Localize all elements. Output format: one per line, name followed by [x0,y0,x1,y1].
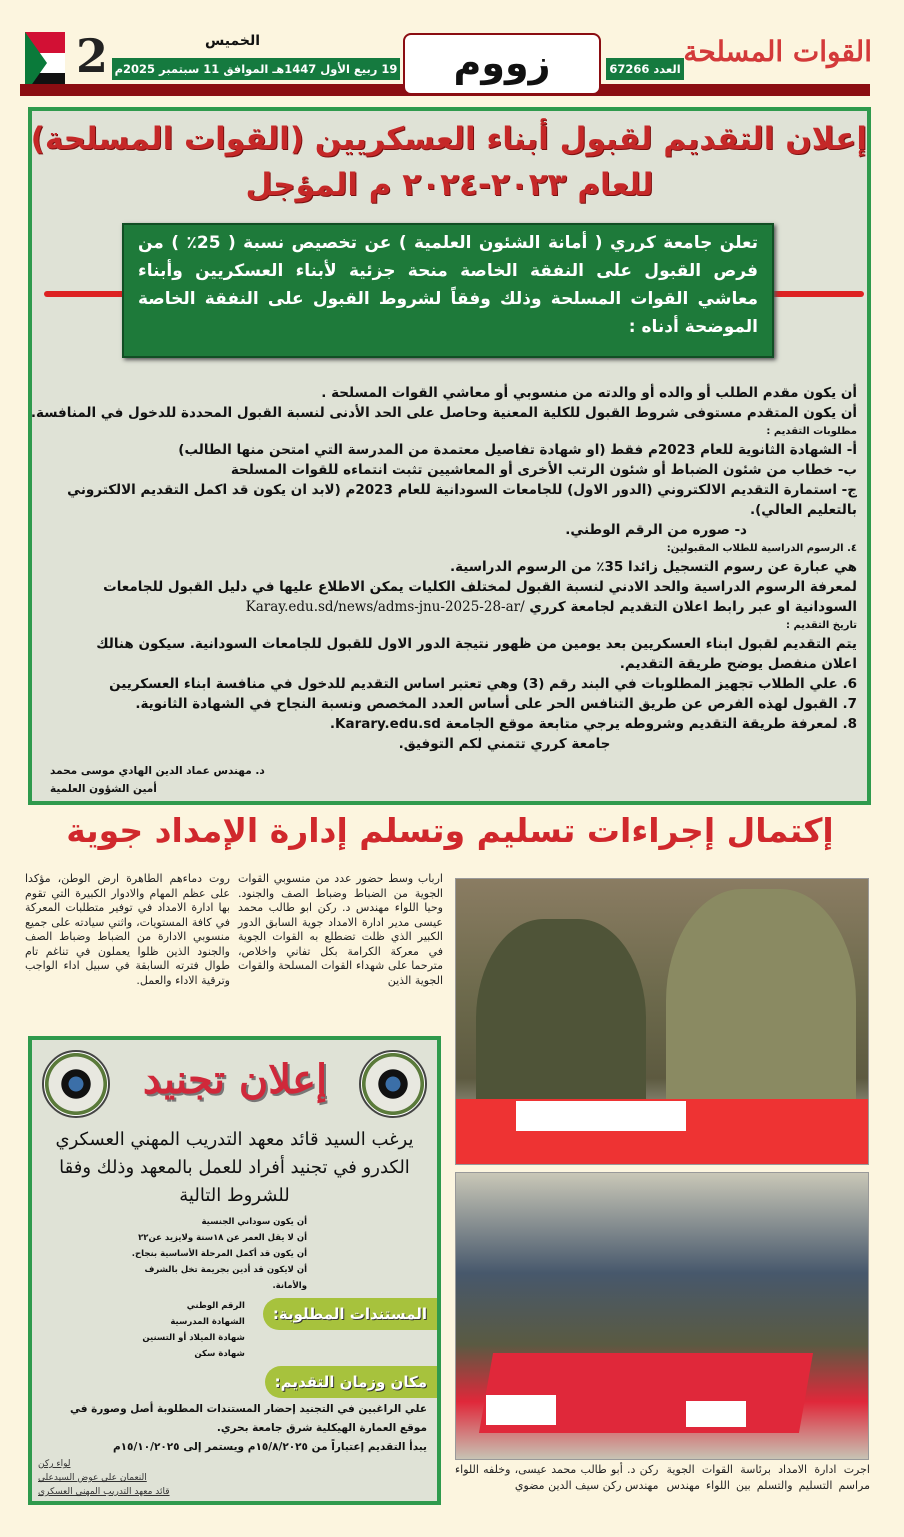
place-line: يبدأ التقديم إعتباراً من ١٥/٨/٢٠٢٥م ويستمر إلى ١٥/١٠/٢٠٢٥م [112,1441,427,1453]
announcement-body [30,383,857,754]
recruitment-ad [28,1036,441,1505]
condition: أن لايكون قد أدين بجريمة تخل بالشرف [144,1265,307,1275]
announcement-intro: تعلن جامعة كرري ( أمانة الشئون العلمية ) عن تخصيص نسبة ( 25٪ ) من فرص القبول على النفقة الخاصة منحة جزئية لأبناء العسكريين وأبناء معاشي القوات المسلحة وذلك وفقاً لشروط القبول على النفقة الخاصة الموضحة أدناه : [122,223,774,358]
issue-number: العدد 67266 [606,58,684,80]
docs-section [32,1298,437,1362]
page-number: 2 [76,29,109,83]
sign-line: النعمان علي عوض السيدعلي [38,1473,147,1483]
doc-item: الرقم الوطني [186,1301,245,1311]
article-headline: إكتمال إجراءات تسليم وتسلم إدارة الإمداد جوية [66,811,834,850]
recruitment-intro: يرغب السيد قائد معهد التدريب المهني العسكري الكدرو في تجنيد أفراد للعمل بالمعهد وذلك وفقا للشروط التالية [55,1129,414,1206]
requirement: بالتعليم العالي). [749,502,857,518]
fees-line: لمعرفة الرسوم الدراسية والحد الادني لنسبة القبول لمختلف الكليات يمكن الاطلاع عليها في دليل القبول للجامعات [103,579,857,595]
condition: أن يكون مقدم الطلب أو والده أو والدته من منسوبي أو معاشي القوات المسلحة . [321,385,857,401]
requirement: ب- خطاب من شئون الضباط أو شئون الرتب الأخرى أو المعاشيين تثبت انتماءه للقوات المسلحة [230,462,857,478]
condition: أن يكون المتقدم مستوفى شروط القبول للكلية المعنية وحاصل على الحد الأدنى لنسبة القبول المحددة للدخول في المنافسة. [30,405,857,421]
photo-caption: اجرت ادارة الامداد برئاسة القوات الجوية مراسم التسليم والتسلم بين اللواء مهندس ركن د. أبو طالب محمد عيسى، وخلفه اللواء مهندس ركن سيف الدين مضوي [455,1463,870,1492]
section-title: زووم [403,33,601,95]
place-section [32,1366,437,1398]
docs-list [142,1298,245,1362]
requirement: أ- الشهادة الثانوية للعام 2023م فقط (او شهادة تفاصيل معتمدة من المدرسة التي امتحن منها الطالب) [178,442,857,458]
condition: أن يكون قد أكمل المرحلة الأساسية بنجاح. [131,1249,307,1259]
institute-emblem-icon [359,1050,427,1118]
fees-line: هي عبارة عن رسوم التسجيل زائدا 35٪ من الرسوم الدراسية. [449,559,857,575]
issue-date: 19 ربيع الأول 1447هـ الموافق 11 سبتمبر 2025م [112,58,400,80]
institute-emblem-icon [42,1050,110,1118]
place-line: علي الراغبين في التجنيد إحضار المستندات المطلوبة أصل وصورة في [69,1403,427,1415]
doc-item: الشهادة المدرسية [170,1317,245,1327]
newspaper-logo: القوات المسلحة [683,35,872,68]
condition: والأمانة. [272,1281,307,1291]
signatory-title: أمين الشؤون العلمية [50,783,157,795]
handover-signing-photo [455,878,869,1165]
numbered-item: 8. لمعرفة طريقة التقديم وشروطه يرجي متابعة موقع الجامعة Karary.edu.sd. [329,716,857,732]
condition: أن يكون سوداني الجنسية [201,1217,307,1227]
closing: جامعة كرري تتمني لكم التوفيق. [398,736,611,752]
place-heading: مكان وزمان التقديم: [265,1366,437,1398]
article-column-2: روت دماءهم الطاهرة ارض الوطن، مؤكدا على عظم المهام والادوار الكبيرة التي تقوم بها ادارة الامداد في توفير متطلبات المعركة في كافة المستويات، واثني سيادته على جميع منسوبي الادارة من الضباط وضباط الصف والجنود الذين ظلوا يعملون في تناغم تام طوال فترته السابقة في سبيل اداء الواجب وترقية الاداء والعمل. [25,872,230,987]
article-column-1: ارباب وسط حضور عدد من منسوبي القوات الجوية من الضباط وضباط الصف والجنود. وحيا اللواء مهندس د. ركن ابو طالب محمد عيسى مدير ادارة الامداد جوية السابق الدور الكبير الذي ظلت تضطلع به القوات الجوية في معركة الكرامة بكل تفاني واخلاص، مترحما على شهداء القوات المسلحة والقوات الجوية الذين [238,872,443,987]
section-heading: تاريخ التقديم : [785,620,857,631]
announcement-subtitle: للعام ٢٠٢٣-٢٠٢٤ م المؤجل [245,167,654,203]
sign-line: لواء ركن [38,1459,71,1469]
requirement: د- صوره من الرقم الوطني. [565,522,747,538]
place-time [32,1398,437,1457]
docs-heading: المستندات المطلوبة: [263,1298,437,1330]
conditions-list [32,1214,437,1294]
recruitment-title: إعلان تجنيد [142,1056,328,1103]
section-heading: مطلوبات التقديم : [766,426,857,437]
date-line: اعلان منفصل يوضح طريقة التقديم. [619,656,857,672]
sign-line: قائد معهد التدريب المهني العسكري [38,1487,170,1497]
doc-item: شهادة سكن [194,1349,245,1359]
numbered-item: 6. علي الطلاب تجهيز المطلوبات في البند رقم (3) وهي تعتبر اساس التقديم للدخول في منافسة ابناء العسكريين [109,676,857,692]
requirement: ج- استمارة التقديم الالكتروني (الدور الاول) للجامعات السودانية للعام 2023م (لابد ان يكون قد اكمل التقديم الالكتروني [67,482,857,498]
condition: أن لا يقل العمر عن ١٨سنة ولايزيد عن٢٢ [138,1233,307,1243]
section-heading: ٤. الرسوم الدراسية للطلاب المقبولين: [666,543,857,554]
weekday: الخميس [205,33,261,49]
fees-line: السودانية او عبر رابط اعلان التقديم لجامعة كرري [529,599,857,615]
signatory-name: د. مهندس عماد الدين الهادي موسى محمد [50,765,265,777]
recruitment-signature [32,1457,170,1499]
numbered-item: 7. القبول لهذه الفرص عن طريق التنافس الحر على أساس العدد المخصص ونسبة النجاح في الشهادة الثانوية. [135,696,857,712]
place-line: موقع العمارة الهيكلية شرق جامعة بحري. [216,1422,427,1434]
recruitment-header [32,1044,437,1126]
university-announcement [28,107,871,805]
date-line: يتم التقديم لقبول ابناء العسكريين بعد يومين من ظهور نتيجة الدور الاول للقبول للجامعات السودانية. سيكون هنالك [96,636,857,652]
announcement-title: إعلان التقديم لقبول أبناء العسكريين (القوات المسلحة) [30,121,867,157]
doc-item: شهادة الميلاد أو التسنين [142,1333,245,1343]
fees-link[interactable]: Karay.edu.sd/news/adms-jnu-2025-28-ar/ [245,599,525,615]
group-officers-photo [455,1172,869,1460]
